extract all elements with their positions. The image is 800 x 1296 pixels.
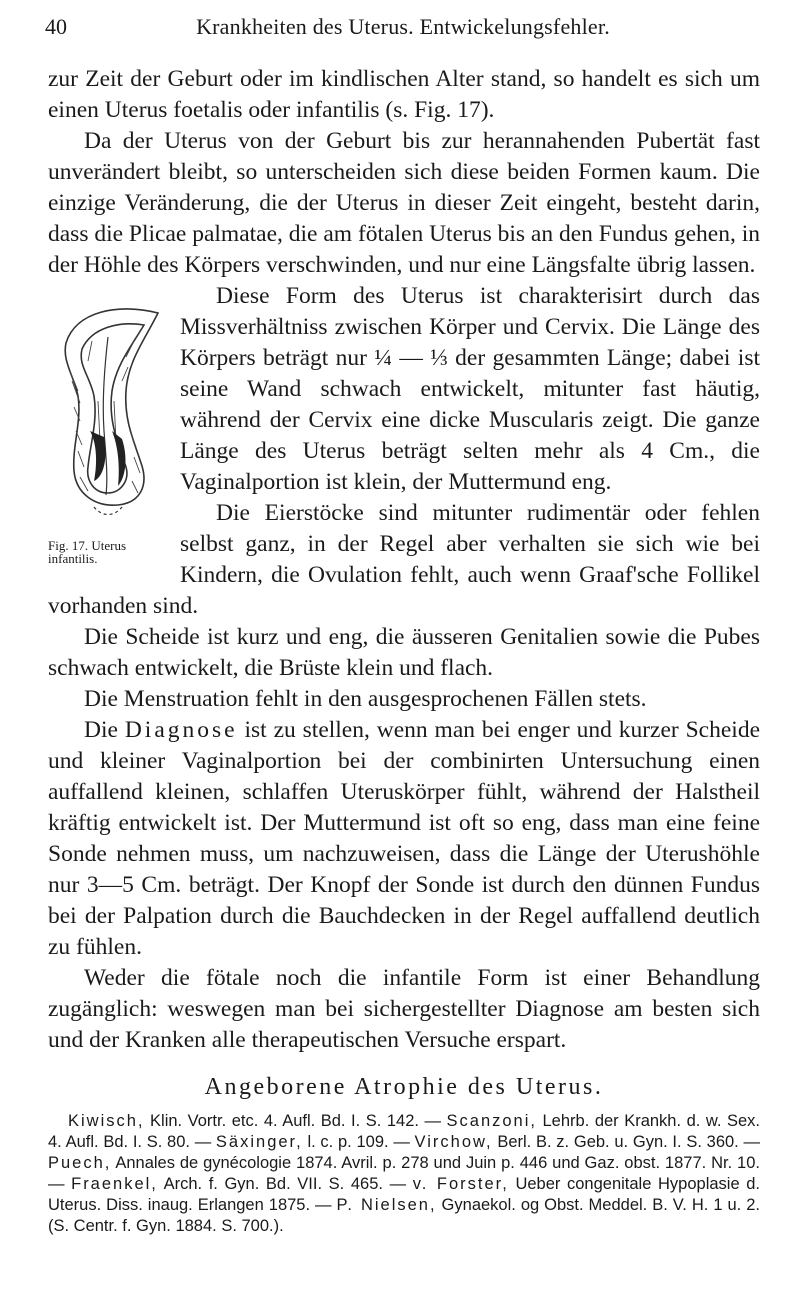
reference-author: v. Forster, [412, 1175, 509, 1193]
reference-text: Berl. B. z. Geb. u. Gyn. I. S. 360. — [492, 1133, 760, 1151]
page-header [45, 14, 761, 42]
reference-text: Arch. f. Gyn. Bd. VII. S. 465. — [157, 1175, 413, 1193]
paragraph-7 [48, 715, 760, 963]
reference-text: Lehrb. der Krankh. d. w. Sex. 4. Aufl. Bd. I. S. 80. — [48, 1112, 760, 1151]
paragraph-8: Weder die fötale noch die infantile Form ist einer Behandlung zugänglich: weswegen man bei sichergestellter Diagnose am besten sich und der Kranken alle therapeutischen Versuche erspart. [48, 965, 760, 1053]
references [48, 1111, 760, 1237]
body-text [48, 64, 760, 1237]
paragraph-5: Die Scheide ist kurz und eng, die äusseren Genitalien sowie die Pubes schwach entwickelt, die Brüste klein und flach. [48, 624, 760, 681]
uterus-infantilis-illustration [48, 281, 170, 531]
reference-text: Annales de gynécologie 1874. Avril. p. 278 und Juin p. 446 und Gaz. obst. 1877. Nr. 10. — [48, 1154, 760, 1193]
paragraph-6: Die Menstruation fehlt in den ausgesprochenen Fällen stets. [84, 686, 647, 712]
paragraph-3: Diese Form des Uterus ist charakterisirt durch das Missverhältniss zwischen Körper und Cervix. Die Länge des Körpers beträgt nur ¼ — ⅓ der gesammten Länge; dabei ist seine Wand schwach entwickelt, mitunter fast häutig, während der Cervix eine dicke Muscularis zeigt. Die ganze Länge des Uterus beträgt selten mehr als 4 Cm., die Vaginalportion ist klein, der Muttermund eng. [180, 283, 760, 495]
reference-text: l. c. p. 109. — [302, 1133, 415, 1151]
page-number: 40 [45, 14, 67, 39]
reference-author: Säxinger, [215, 1133, 303, 1151]
figure-caption: Fig. 17. Uterus infantilis. [48, 538, 126, 566]
reference-author: Kiwisch, [68, 1112, 145, 1130]
paragraph-7-lead: Die [84, 717, 118, 743]
reference-author: Puech, [48, 1154, 112, 1172]
reference-text: Ueber congenitale Hypoplasie d. Uterus. Diss. inaug. Erlangen 1875. — [48, 1175, 760, 1214]
reference-author: Virchow, [414, 1133, 493, 1151]
reference-author: Fraenkel, [71, 1175, 158, 1193]
paragraph-4: Die Eierstöcke sind mitunter rudimentär oder fehlen selbst ganz, in der Regel aber verhalten sie sich wie bei Kindern, die Ovulation fehlt, auch wenn Graaf'sche Follikel vorhanden sind. [48, 500, 760, 619]
reference-text: Klin. Vortr. etc. 4. Aufl. Bd. I. S. 142. — [144, 1112, 447, 1130]
reference-author: P. Nielsen, [336, 1196, 437, 1214]
diagnose-term: Diagnose [124, 717, 238, 743]
reference-author: Scanzoni, [446, 1112, 537, 1130]
paragraph-7-rest: ist zu stellen, wenn man bei enger und kurzer Scheide und kleiner Vaginalportion bei der combinirten Untersuchung einen auffallend kleinen, schlaffen Uteruskörper fühlt, während der Halstheil kräftig entwickelt ist. Der Muttermund ist oft so eng, dass man eine feine Sonde nehmen muss, um nachzuweisen, dass die Länge der Uterushöhle nur 3—5 Cm. beträgt. Der Knopf der Sonde ist durch den dünnen Fundus bei der Palpation durch die Bauchdecken in der Regel auffallend deutlich zu fühlen. [48, 717, 760, 960]
paragraph-2: Da der Uterus von der Geburt bis zur herannahenden Pubertät fast unverändert bleibt, so unterscheiden sich diese beiden Formen kaum. Die einzige Veränderung, die der Uterus in dieser Zeit eingeht, besteht darin, dass die Plicae palmatae, die am fötalen Uterus bis an den Fundus gehen, in der Höhle des Körpers verschwinden, und nur eine Längsfalte übrig lassen. [48, 128, 760, 278]
paragraph-1: zur Zeit der Geburt oder im kindlischen Alter stand, so handelt es sich um einen Uterus foetalis oder infantilis (s. Fig. 17). [48, 66, 760, 123]
figure-17 [48, 281, 170, 571]
running-head: Krankheiten des Uterus. Entwickelungsfehler. [196, 14, 610, 39]
section-title: Angeborene Atrophie des Uterus. [204, 1074, 604, 1100]
reference-text: Gynaekol. og Obst. Meddel. B. V. H. 1 u. 2. (S. Centr. f. Gyn. 1884. S. 700.). [48, 1196, 760, 1235]
